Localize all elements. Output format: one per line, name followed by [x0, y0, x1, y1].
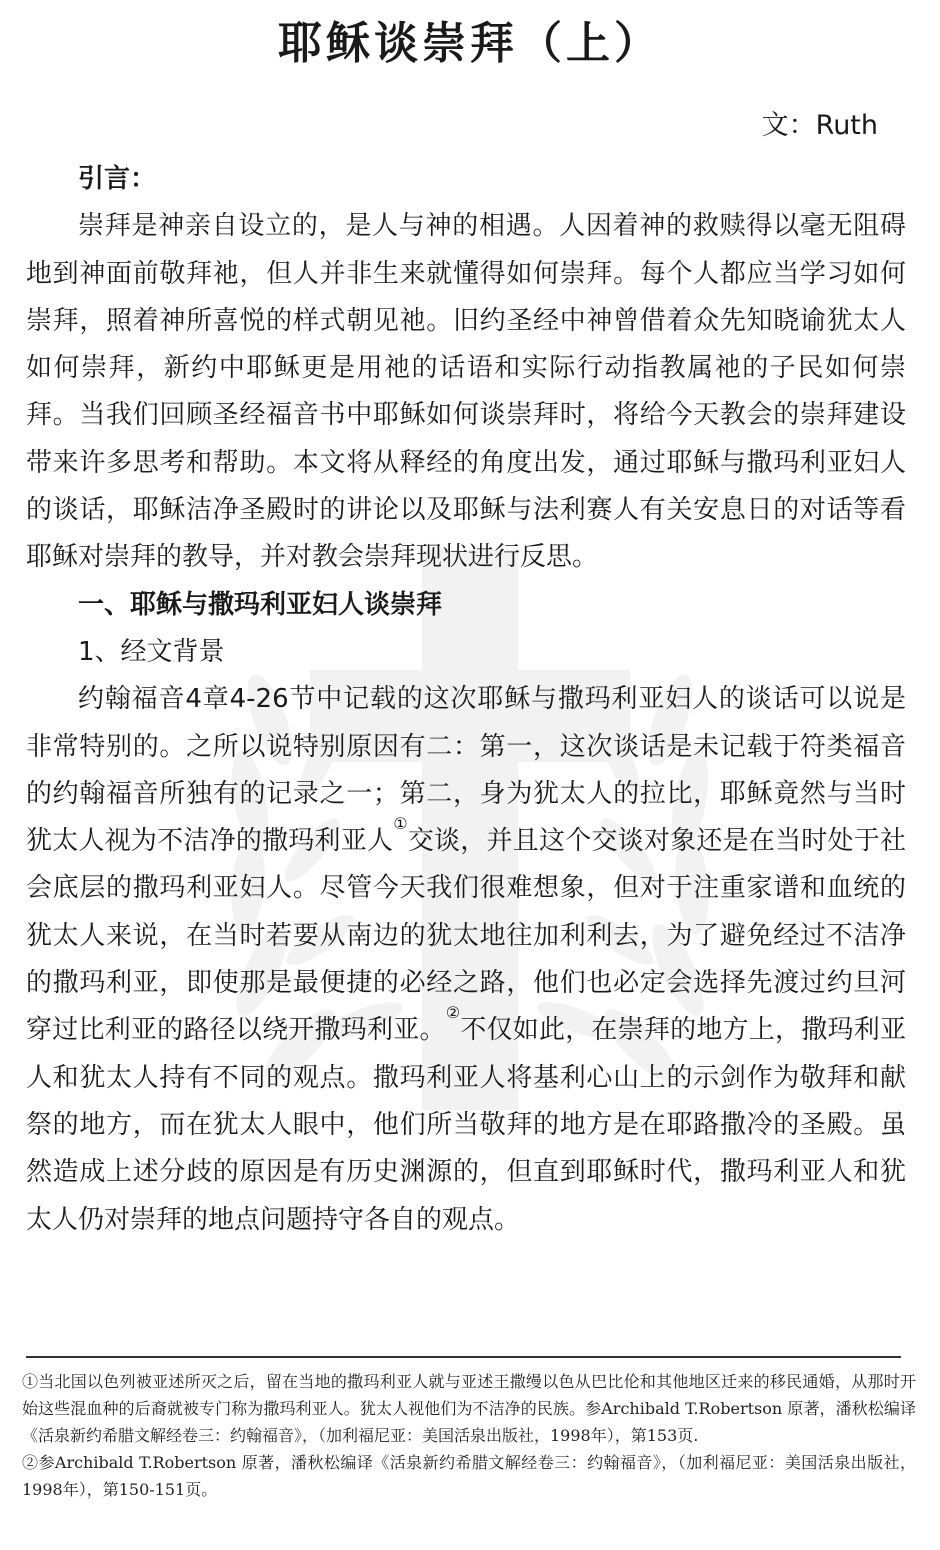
footnote-divider [26, 1356, 901, 1358]
footnote-1: ①当北国以色列被亚述所灭之后，留在当地的撒玛利亚人就与亚述王撒缦以色从巴比伦和其他地区迁来的移民通婚，从那时开始这些混血种的后裔就被专门称为撒玛利亚人。犹太人视他们为不洁净的民族。参Archibald T.Robertson 原著，潘秋松编译《活泉新约希腊文解经卷三：约翰福音》，（加利福尼亚：美国活泉出版社，1998年），第153页. [22, 1372, 916, 1445]
author-line: 文：Ruth [761, 110, 878, 141]
article-body [26, 156, 906, 1244]
footnote-ref-2[interactable]: ② [445, 1003, 461, 1023]
section-heading: 一、耶稣与撒玛利亚妇人谈崇拜 [78, 589, 443, 620]
footnote-2: ②参Archibald T.Robertson 原著，潘秋松编译《活泉新约希腊文解经卷三：约翰福音》，（加利福尼亚：美国活泉出版社，1998年），第150-151页。 [22, 1453, 916, 1499]
page-title: 耶稣谈崇拜（上） [278, 18, 662, 69]
intro-paragraph: 崇拜是神亲自设立的，是人与神的相遇。人因着神的救赎得以毫无阻碍地到神面前敬拜祂，但人并非生来就懂得如何崇拜。每个人都应当学习如何崇拜，照着神所喜悦的样式朝见祂。旧约圣经中神曾借着众先知晓谕犹太人如何崇拜，新约中耶稣更是用祂的话语和实际行动指教属祂的子民如何崇拜。当我们回顾圣经福音书中耶稣如何谈崇拜时，将给今天教会的崇拜建设带来许多思考和帮助。本文将从释经的角度出发，通过耶稣与撒玛利亚妇人的谈话，耶稣洁净圣殿时的讲论以及耶稣与法利赛人有关安息日的对话等看耶稣对崇拜的教导，并对教会崇拜现状进行反思。 [26, 211, 906, 573]
paragraph-text-part3: 不仅如此，在崇拜的地方上，撒玛利亚人和犹太人持有不同的观点。撒玛利亚人将基利心山上的示剑作为敬拜和献祭的地方，而在犹太人眼中，他们所当敬拜的地方是在耶路撒冷的圣殿。虽然造成上述分歧的原因是有历史渊源的，但直到耶稣时代，撒玛利亚人和犹太人仍对崇拜的地点问题持守各自的观点。 [26, 1015, 906, 1235]
section-subheading: 1、经文背景 [78, 636, 225, 667]
footnotes [22, 1368, 916, 1503]
section-paragraph [26, 676, 906, 1244]
paragraph-text-part1: 约翰福音4章4-26节中记载的这次耶稣与撒玛利亚妇人的谈话可以说是非常特别的。之所以说特别原因有二：第一，这次谈话是未记载于符类福音的约翰福音所独有的记录之一；第二，身为犹太人的拉比，耶稣竟然与当时犹太人视为不洁净的撒玛利亚人 [26, 684, 906, 857]
paragraph-text-part2: 交谈，并且这个交谈对象还是在当时处于社会底层的撒玛利亚妇人。尽管今天我们很难想象，但对于注重家谱和血统的犹太人来说，在当时若要从南边的犹太地往加利利去，为了避免经过不洁净的撒玛利亚，即使那是最便捷的必经之路，他们也必定会选择先渡过约旦河穿过比利亚的路径以绕开撒玛利亚。 [26, 826, 906, 1046]
intro-heading: 引言： [78, 164, 157, 194]
footnote-ref-1[interactable]: ① [393, 814, 408, 834]
